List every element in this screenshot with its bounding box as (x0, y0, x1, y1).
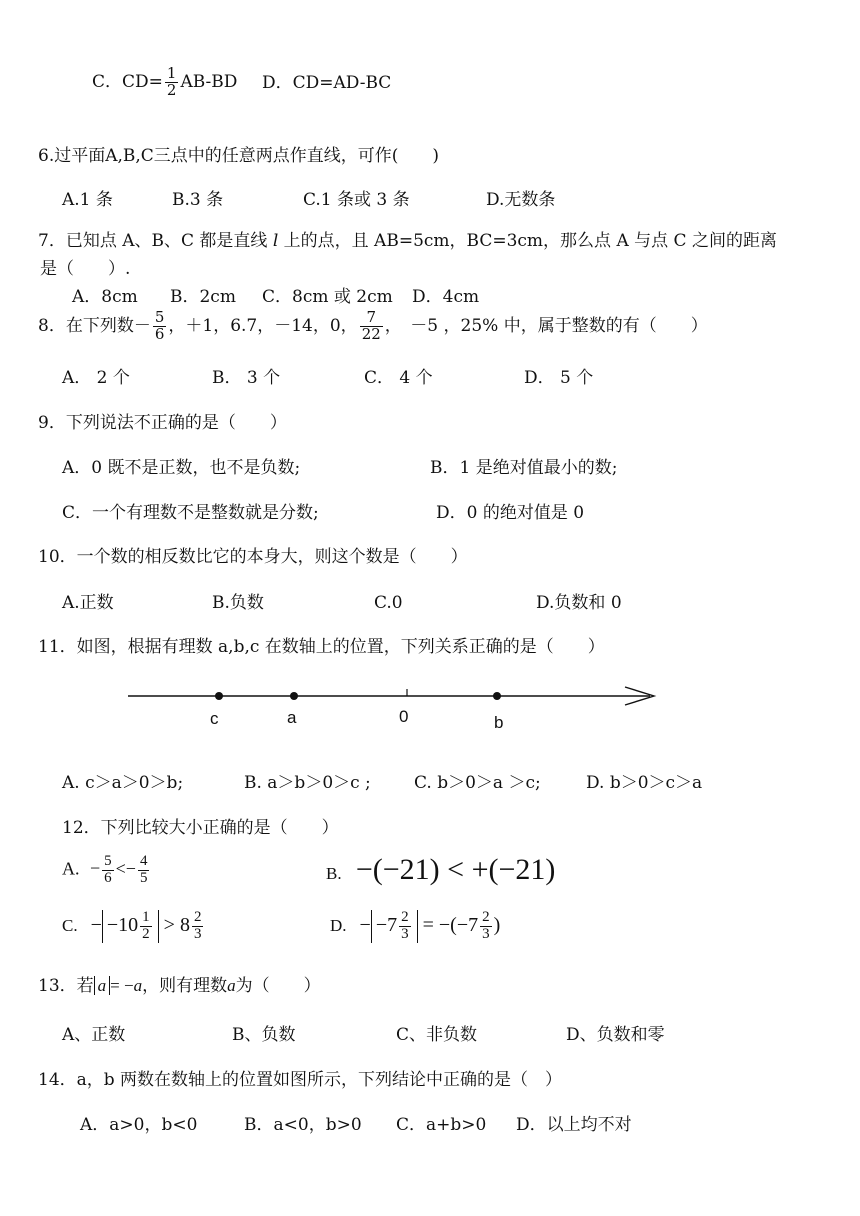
q9-option-b: B．1 是绝对值最小的数; (430, 458, 618, 478)
q10-stem: 10．一个数的相反数比它的本身大，则这个数是（ ） (38, 547, 468, 567)
q12-a-f1-num: 5 (104, 853, 112, 869)
q12-c-f-num: 1 (142, 909, 150, 925)
q11-option-c: C. b＞0＞a ＞c; (414, 773, 541, 793)
q12-d-f-den: 3 (401, 925, 409, 942)
q5-c-frac-num: 1 (166, 64, 177, 82)
q5-c-prefix: C．CD= (92, 71, 163, 92)
q12-d-rhs-whole: 7 (468, 913, 479, 936)
q12-d-label: D. (330, 915, 347, 935)
q9-option-d: D．0 的绝对值是 0 (436, 503, 585, 523)
q6-stem: 6.过平面A,B,C三点中的任意两点作直线，可作( ) (38, 146, 440, 166)
q13-abs-a: a (94, 976, 111, 995)
q12-d-rhs-den: 3 (482, 925, 490, 942)
q14-option-b: B．a<0，b>0 (244, 1115, 362, 1135)
q12-a-f2-num: 4 (139, 853, 148, 869)
q13-option-c: C、非负数 (396, 1025, 478, 1045)
q9-stem: 9．下列说法不正确的是（ ） (38, 413, 287, 433)
q13-option-a: A、正数 (62, 1025, 126, 1045)
q14-option-c: C．a+b>0 (396, 1115, 487, 1135)
q12-c-frac (140, 910, 152, 943)
point-b-dot (493, 692, 501, 700)
q12-a-f1-den: 6 (104, 869, 112, 886)
q7-stem-part1: 7．已知点 A、B、C 都是直线 (38, 231, 273, 251)
q7-option-d: D．4cm (412, 287, 480, 307)
q12-option-b (326, 852, 555, 888)
q6-option-d: D.无数条 (486, 190, 556, 210)
q5-c-suffix: AB-BD (180, 71, 238, 92)
q13-stem-mid: ，则有理数 (142, 976, 228, 996)
q13-option-d: D、负数和零 (566, 1025, 665, 1045)
q9-option-a: A．0 既不是正数，也不是负数; (62, 458, 301, 478)
q10-option-c: C.0 (374, 593, 403, 613)
q7-option-a: A．8cm (72, 287, 138, 307)
q12-c-abs: −10 $\frac{1}{2}$ (102, 910, 159, 943)
q12-c-rhs-frac (192, 910, 204, 943)
q6-option-c: C.1 条或 3 条 (303, 190, 410, 210)
q8-option-a: A． 2 个 (62, 368, 130, 388)
q12-a-label: A. (62, 858, 80, 879)
q5-option-c (92, 66, 237, 99)
q12-d-frac (399, 910, 411, 943)
q8-fraction-1 (153, 310, 167, 343)
q8-fraction-2 (360, 310, 383, 343)
q14-stem: 14．a，b 两数在数轴上的位置如图所示，下列结论中正确的是（ ） (38, 1070, 563, 1090)
point-a-dot (290, 692, 298, 700)
q11-option-d: D. b＞0＞c＞a (586, 773, 703, 793)
q6-option-b: B.3 条 (172, 190, 224, 210)
q7-option-c: C．8cm 或 2cm (262, 287, 393, 307)
q12-a-f2-den: 5 (139, 869, 148, 886)
q12-b-expr: −(−21) < +(−21) (355, 853, 556, 886)
q13-stem-prefix: 13．若 (38, 976, 94, 996)
q12-c-rhs-num: 2 (193, 909, 202, 925)
q12-c-rhs-whole: 8 (179, 913, 190, 936)
q12-stem: 12．下列比较大小正确的是（ ） (62, 818, 339, 838)
q8-frac2-num: 7 (360, 310, 383, 327)
q11-option-a: A. c＞a＞0＞b; (62, 773, 184, 793)
q7-line-name: l (272, 231, 279, 251)
q7-stem-part2: 上的点，且 AB=5cm，BC=3cm，那么点 A 与点 C 之间的距离 (278, 231, 777, 251)
q12-option-d: D. − −7 $\frac{2}{3}$ = −(−7 $\frac{2}{3}$ ) (330, 909, 501, 942)
q12-d-whole: 7 (387, 913, 398, 936)
q12-c-f-den: 2 (142, 925, 150, 942)
q13-var-a: a (133, 976, 143, 995)
label-0: 0 (399, 707, 409, 726)
q12-c-label: C. (62, 915, 78, 935)
q11-option-b: B. a＞b＞0＞c ; (244, 773, 371, 793)
q10-option-d: D.负数和 0 (536, 593, 622, 613)
q13-stem (38, 976, 321, 996)
q10-option-a: A.正数 (62, 593, 114, 613)
q14-option-a: A．a>0，b<0 (80, 1115, 198, 1135)
q8-frac2-den: 22 (361, 324, 381, 343)
q8-stem-suffix: ， －5 ，25% 中，属于整数的有（ ） (384, 315, 708, 336)
q12-d-rhs-num: 2 (482, 909, 490, 925)
q8-option-b: B． 3 个 (212, 368, 281, 388)
q8-stem-mid: ，＋1，6.7，－14，0， (168, 315, 358, 336)
q7-stem (38, 231, 777, 251)
q12-c-rhs-den: 3 (193, 925, 202, 942)
q13-stem-suffix: 为（ ） (235, 976, 321, 996)
q12-d-abs: −7 $\frac{2}{3}$ (371, 910, 418, 943)
q13-var-a2: a (227, 976, 236, 995)
q12-d-f-num: 2 (401, 909, 409, 925)
q12-b-label: B. (326, 864, 342, 883)
q12-option-a: A. − $\frac{5}{6}$ <− $\frac{4}{5}$ (62, 853, 148, 886)
q12-a-frac1 (102, 854, 114, 887)
q14-option-d: D．以上均不对 (516, 1115, 632, 1135)
q8-stem-prefix: 8．在下列数－ (38, 315, 151, 336)
q7-option-b: B．2cm (170, 287, 236, 307)
q11-number-line (120, 676, 680, 736)
label-c: c (210, 709, 219, 728)
q8-option-d: D． 5 个 (524, 368, 594, 388)
label-b: b (494, 713, 504, 732)
q8-frac1-den: 6 (154, 324, 165, 343)
q13-eq: = − (110, 976, 134, 995)
q5-c-fraction (165, 66, 179, 99)
q12-c-whole: 10 (118, 913, 139, 936)
q7-stem-line2: 是（ ）. (40, 259, 131, 279)
q12-d-rhs-frac (480, 910, 492, 943)
q8-option-c: C． 4 个 (364, 368, 433, 388)
q11-stem: 11．如图，根据有理数 a,b,c 在数轴上的位置，下列关系正确的是（ ） (38, 637, 605, 657)
q9-option-c: C．一个有理数不是整数就是分数; (62, 503, 319, 523)
q13-option-b: B、负数 (232, 1025, 296, 1045)
q12-a-frac2 (138, 854, 150, 887)
q5-c-frac-den: 2 (166, 80, 177, 99)
label-a: a (287, 708, 297, 727)
q8-frac1-num: 5 (154, 308, 165, 326)
q10-option-b: B.负数 (212, 593, 264, 613)
point-c-dot (215, 692, 223, 700)
q12-option-c: C. − −10 $\frac{1}{2}$ > 8 $\frac{2}{3}$ (62, 909, 202, 942)
q8-stem (38, 310, 708, 343)
q5-option-d: D．CD=AD-BC (262, 73, 392, 93)
q6-option-a: A.1 条 (62, 190, 113, 210)
